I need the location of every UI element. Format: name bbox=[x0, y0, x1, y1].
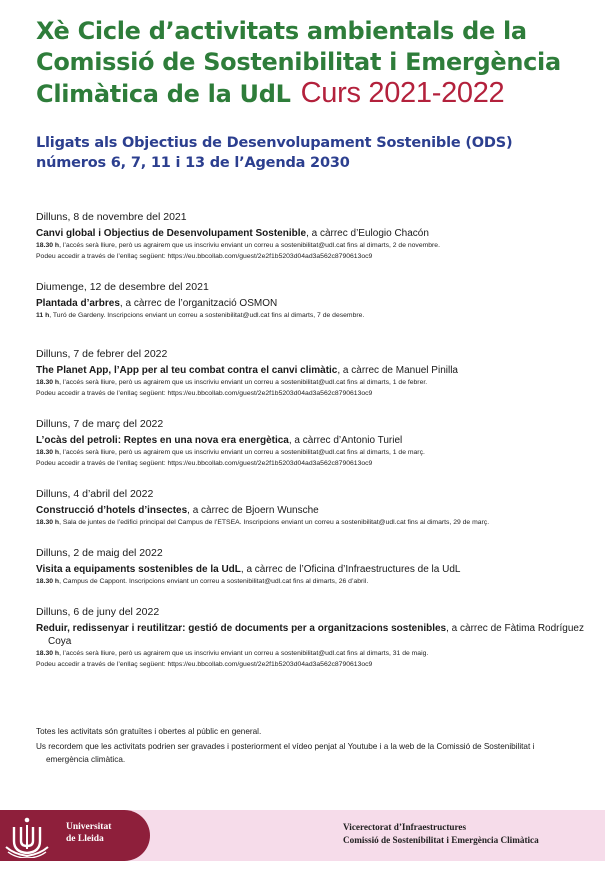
event-item bbox=[36, 210, 596, 262]
event-time: 18.30 h bbox=[36, 242, 60, 249]
title-line-3-text: Climàtica de la UdL bbox=[36, 80, 291, 108]
event-info bbox=[36, 310, 596, 321]
event-info bbox=[36, 377, 596, 388]
event-link[interactable]: Podeu accedir a través de l’enllaç següent: https://eu.bbcollab.com/guest/2e2f1b5203d04ad3a562c8790613oc9 bbox=[36, 661, 373, 668]
event-time: 18.30 h bbox=[36, 650, 60, 657]
event-time: 18.30 h bbox=[36, 519, 60, 526]
event-link[interactable]: Podeu accedir a través de l’enllaç següent: https://eu.bbcollab.com/guest/2e2f1b5203d04ad3a562c8790613oc9 bbox=[36, 460, 373, 467]
office-line-1: Vicerectorat d’Infraestructures bbox=[343, 822, 467, 832]
title-line-3 bbox=[36, 78, 596, 110]
notes bbox=[36, 725, 576, 768]
event-title: Construcció d’hotels d’insectes bbox=[36, 505, 188, 516]
event-title: Visita a equipaments sostenibles de la UdL bbox=[36, 564, 241, 575]
footer bbox=[0, 810, 605, 861]
university-name-line-1: Universitat bbox=[66, 822, 112, 832]
event-speaker: , a càrrec d’Antonio Turiel bbox=[288, 435, 403, 446]
footer-office bbox=[343, 821, 539, 846]
event-headline bbox=[36, 504, 596, 517]
event-date: Dilluns, 4 d’abril del 2022 bbox=[36, 488, 154, 500]
title-line-1: Xè Cicle d’activitats ambientals de la bbox=[36, 17, 527, 45]
event-speaker: , a càrrec de Fàtima Rodríguez Coya bbox=[48, 623, 584, 647]
event-date: Dilluns, 7 de febrer del 2022 bbox=[36, 348, 168, 360]
event-item bbox=[36, 487, 596, 528]
event-speaker: , a càrrec de l’organització OSMON bbox=[119, 298, 278, 309]
subtitle-line-2: números 6, 7, 11 i 13 de l’Agenda 2030 bbox=[36, 155, 350, 171]
event-info-text: , Campus de Cappont. Inscripcions enviant un correu a sostenibilitat@udl.cat fins al dimarts, 26 d’abril. bbox=[59, 578, 369, 585]
event-headline bbox=[36, 563, 596, 576]
subtitle-line-1: Lligats als Objectius de Desenvolupament Sostenible (ODS) bbox=[36, 135, 513, 151]
event-info-text: , Turó de Gardeny. Inscripcions enviant un correu a sostenibilitat@udl.cat fins al dimarts, 7 de desembre. bbox=[49, 312, 365, 319]
events-list bbox=[36, 210, 596, 688]
event-info-text: , l’accés serà lliure, però us agrairem que us inscriviu enviant un correu a sostenibilitat@udl.cat fins al dimarts, 2 de novembre. bbox=[59, 242, 440, 249]
event-link[interactable]: Podeu accedir a través de l’enllaç següent: https://eu.bbcollab.com/guest/2e2f1b5203d04ad3a562c8790613oc9 bbox=[36, 390, 373, 397]
page-subtitle bbox=[36, 133, 596, 173]
event-date: Dilluns, 8 de novembre del 2021 bbox=[36, 211, 187, 223]
event-item bbox=[36, 605, 596, 670]
event-speaker: , a càrrec de Manuel Pinilla bbox=[337, 365, 458, 376]
event-item bbox=[36, 417, 596, 469]
event-headline bbox=[36, 227, 596, 240]
event-date: Dilluns, 2 de maig del 2022 bbox=[36, 547, 163, 559]
event-info-text: , Sala de juntes de l’edifici principal del Campus de l’ETSEA. Inscripcions enviant un correu a sostenibilitat@udl.cat fins al dimarts, 29 de març. bbox=[59, 519, 490, 526]
event-date: Diumenge, 12 de desembre del 2021 bbox=[36, 281, 209, 293]
event-info bbox=[36, 576, 596, 587]
event-title: Reduir, redissenyar i reutilitzar: gestió de documents per a organitzacions sostenibles bbox=[36, 623, 447, 634]
event-info bbox=[36, 447, 596, 458]
event-info-text: , l’accés serà lliure, però us agrairem que us inscriviu enviant un correu a sostenibilitat@udl.cat fins al dimarts, 31 de maig. bbox=[59, 650, 429, 657]
event-info bbox=[36, 240, 596, 251]
event-item bbox=[36, 280, 596, 321]
event-headline bbox=[36, 297, 596, 310]
university-logo-block bbox=[0, 810, 150, 861]
event-speaker: , a càrrec d’Eulogio Chacón bbox=[306, 228, 429, 239]
office-line-2: Comissió de Sostenibilitat i Emergència Climàtica bbox=[343, 834, 539, 845]
title-year: Curs 2021-2022 bbox=[300, 77, 505, 109]
event-headline bbox=[36, 622, 596, 648]
event-speaker: , a càrrec de Bjoern Wunsche bbox=[187, 505, 319, 516]
event-time: 11 h bbox=[36, 312, 50, 319]
event-info bbox=[36, 517, 596, 528]
university-name bbox=[66, 821, 111, 845]
event-speaker: , a càrrec de l’Oficina d’Infraestructures de la UdL bbox=[240, 564, 461, 575]
university-name-line-2: de Lleida bbox=[66, 834, 104, 844]
event-time: 18.30 h bbox=[36, 379, 60, 386]
event-date: Dilluns, 6 de juny del 2022 bbox=[36, 606, 160, 618]
event-date: Dilluns, 7 de març del 2022 bbox=[36, 418, 164, 430]
title-line-2: Comissió de Sostenibilitat i Emergència bbox=[36, 48, 561, 76]
event-title: The Planet App, l’App per al teu combat contra el canvi climàtic bbox=[36, 365, 338, 376]
event-title: Canvi global i Objectius de Desenvolupament Sostenible bbox=[36, 228, 307, 239]
note-recording: Us recordem que les activitats podrien ser gravades i posteriorment el vídeo penjat al Youtube i a la web de la Comissió de Sostenibilitat i emergència climàtica. bbox=[36, 742, 535, 764]
event-info bbox=[36, 648, 596, 659]
event-item bbox=[36, 347, 596, 399]
udl-logo-icon bbox=[4, 814, 50, 858]
event-title: L’ocàs del petroli: Reptes en una nova era energètica bbox=[36, 435, 289, 446]
event-info-text: , l’accés serà lliure, però us agrairem que us inscriviu enviant un correu a sostenibilitat@udl.cat fins al dimarts, 1 de març. bbox=[59, 449, 425, 456]
note-free-activities: Totes les activitats són gratuïtes i obertes al públic en general. bbox=[36, 727, 262, 736]
event-headline bbox=[36, 434, 596, 447]
page-title bbox=[36, 16, 596, 110]
event-time: 18.30 h bbox=[36, 578, 60, 585]
event-time: 18.30 h bbox=[36, 449, 60, 456]
event-headline bbox=[36, 364, 596, 377]
event-item bbox=[36, 546, 596, 587]
event-info-text: , l’accés serà lliure, però us agrairem que us inscriviu enviant un correu a sostenibilitat@udl.cat fins al dimarts, 1 de febrer. bbox=[59, 379, 428, 386]
event-link[interactable]: Podeu accedir a través de l’enllaç següent: https://eu.bbcollab.com/guest/2e2f1b5203d04ad3a562c8790613oc9 bbox=[36, 253, 373, 260]
event-title: Plantada d’arbres bbox=[36, 298, 120, 309]
